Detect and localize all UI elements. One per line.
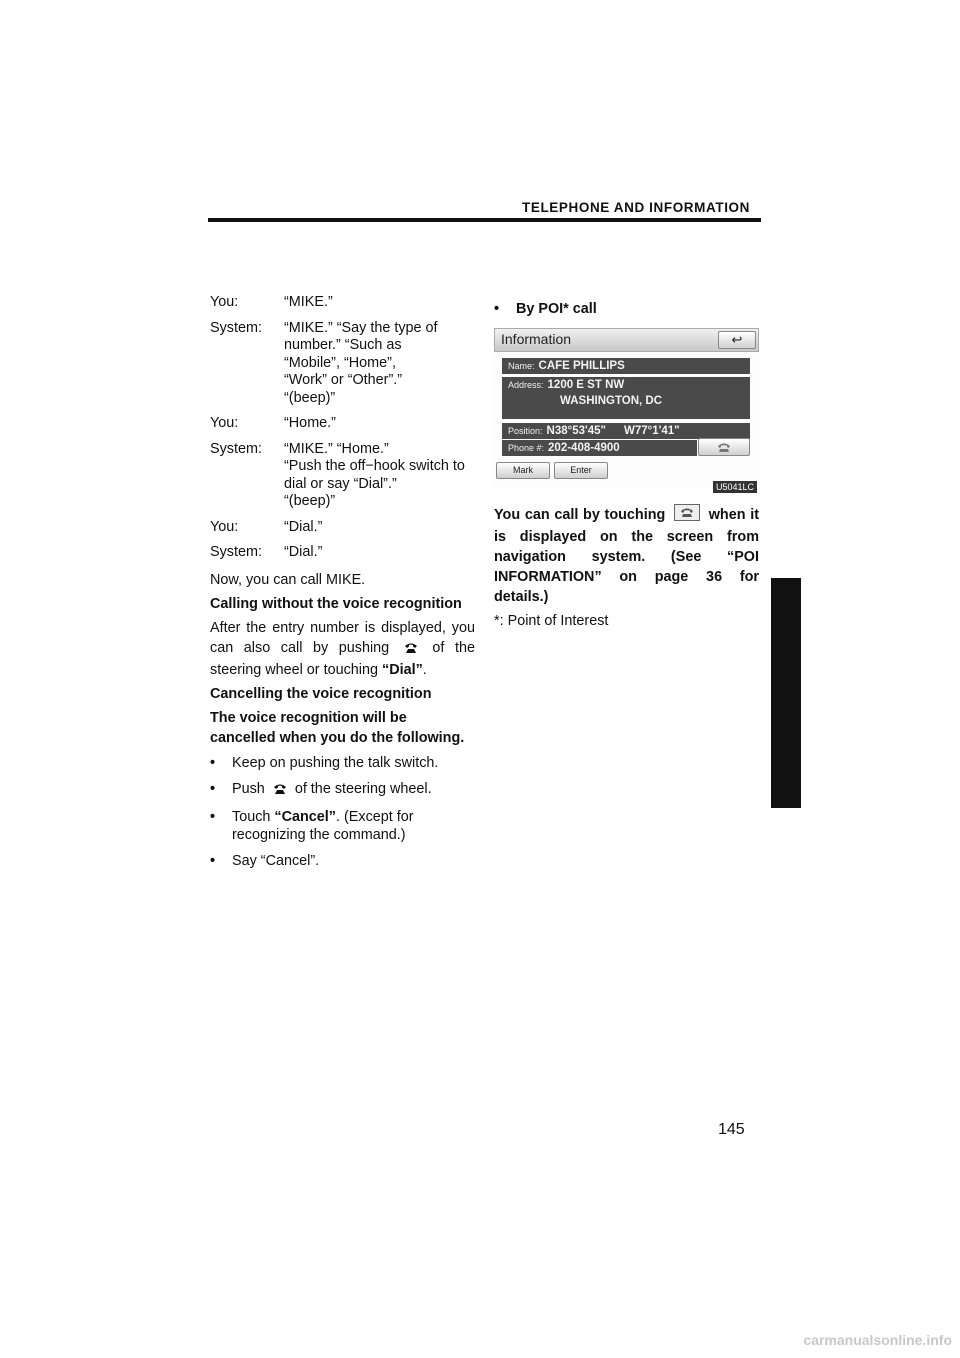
back-arrow-icon[interactable]: ↩ [718, 331, 756, 349]
list-item [210, 852, 475, 870]
list-item [210, 754, 475, 772]
bullet-text: Say “Cancel”. [232, 852, 320, 869]
header-rule [208, 218, 761, 222]
heading-cancelling-voice: Cancelling the voice recognition [210, 685, 432, 702]
utterance: number.” “Such as [284, 337, 402, 353]
off-hook-phone-icon [273, 782, 287, 800]
utterance: “MIKE.” “Home.” [284, 440, 389, 457]
off-hook-phone-icon [404, 640, 418, 660]
utterance: “MIKE.” [284, 294, 333, 310]
bullet-dot: • [210, 852, 216, 869]
utterance: “Work” or “Other”.” [284, 372, 403, 388]
utterance: “(beep)” [284, 389, 336, 406]
after-text-pre: After the entry number is displayed, you can also call by pushing [210, 619, 475, 656]
dial-label: “Dial” [382, 661, 423, 678]
phone-value: 202-408-4900 [548, 442, 620, 454]
left-column [210, 294, 475, 878]
name-value: CAFE PHILLIPS [538, 360, 625, 372]
speaker: System: [210, 440, 262, 457]
address-line-2: WASHINGTON, DC [560, 395, 663, 407]
address-row [502, 377, 750, 419]
bullet-dot: • [210, 808, 216, 825]
heading-calling-without-voice: Calling without the voice recognition [210, 595, 462, 612]
mark-button[interactable]: Mark [496, 462, 550, 479]
list-item [494, 300, 759, 318]
bullet-text: Keep on pushing the talk switch. [232, 754, 439, 771]
dialogue-line [210, 294, 475, 312]
utterance: “MIKE.” “Say the type of [284, 319, 438, 336]
speaker: System: [210, 544, 262, 560]
utterance: “Dial.” [284, 518, 323, 535]
poi-information-screen [494, 328, 759, 492]
address-label: Address: [508, 380, 544, 390]
name-label: Name: [508, 361, 535, 371]
utterance: “Home.” [284, 415, 336, 431]
bullet-text: of the steering wheel. [294, 780, 432, 797]
bullet-dot: • [494, 301, 500, 317]
cancel-label: “Cancel” [274, 808, 336, 825]
call-text-pre: You can call by touching [494, 507, 666, 523]
speaker: You: [210, 518, 239, 535]
dialogue-line [210, 415, 475, 433]
call-text-post: when it is displayed on the screen from navigation system. (See “POI INFORMATION” on page 36 for details.) [494, 507, 760, 605]
dialogue-line [210, 544, 475, 562]
speaker: System: [210, 319, 262, 336]
utterance: “Push the off−hook switch to [284, 458, 465, 474]
call-by-touching-paragraph [494, 504, 759, 607]
heading-by-poi-call: By POI* call [516, 301, 597, 317]
list-item [210, 808, 475, 844]
position-row [502, 423, 750, 439]
position-label: Position: [508, 426, 543, 436]
dialogue-line [210, 519, 475, 537]
list-item [210, 780, 475, 800]
utterance: dial or say “Dial”.” [284, 475, 397, 492]
page-number: 145 [718, 1121, 745, 1138]
now-text: Now, you can call MIKE. [210, 571, 366, 588]
chapter-side-tab [771, 578, 801, 808]
utterance: “Mobile”, “Home”, [284, 354, 396, 371]
enter-button[interactable]: Enter [554, 462, 608, 479]
footnote: *: Point of Interest [494, 613, 609, 629]
bullet-dot: • [210, 754, 216, 771]
page-header-title: TELEPHONE AND INFORMATION [522, 200, 750, 215]
speaker: You: [210, 415, 239, 431]
watermark-text: carmanualsonline.info [803, 1332, 952, 1348]
call-phone-button[interactable] [698, 438, 750, 456]
phone-row [502, 440, 697, 456]
image-code: U5041LC [713, 481, 757, 493]
bullet-dot: • [210, 780, 216, 797]
right-column [494, 300, 759, 635]
cancel-intro: The voice recognition will be cancelled when you do the following. [210, 709, 465, 746]
phone-label: Phone #: [508, 443, 545, 453]
dialogue-line [210, 320, 475, 408]
bullet-text: Touch [232, 808, 271, 825]
position-latitude: N38°53'45" [546, 425, 606, 437]
utterance: “(beep)” [284, 493, 336, 509]
utterance: “Dial.” [284, 544, 323, 560]
call-phone-icon [674, 504, 700, 527]
cancel-bullet-list [210, 754, 475, 870]
address-line-1: 1200 E ST NW [547, 379, 625, 391]
after-entry-paragraph: After the entry number is displayed, you can also call by pushing of the steering wheel or touching “Dial”. [210, 619, 476, 678]
bullet-text: . (Except for recognizing the command.) [232, 808, 414, 843]
screen-title: Information [501, 331, 572, 347]
speaker: You: [210, 294, 239, 310]
after-text-mid: of the steering wheel or touching [210, 639, 476, 678]
bullet-text: Push [232, 780, 265, 797]
position-longitude: W77°1'41" [624, 425, 680, 437]
name-row [502, 358, 750, 374]
screen-title-bar [494, 328, 759, 352]
dialogue-line [210, 441, 475, 511]
